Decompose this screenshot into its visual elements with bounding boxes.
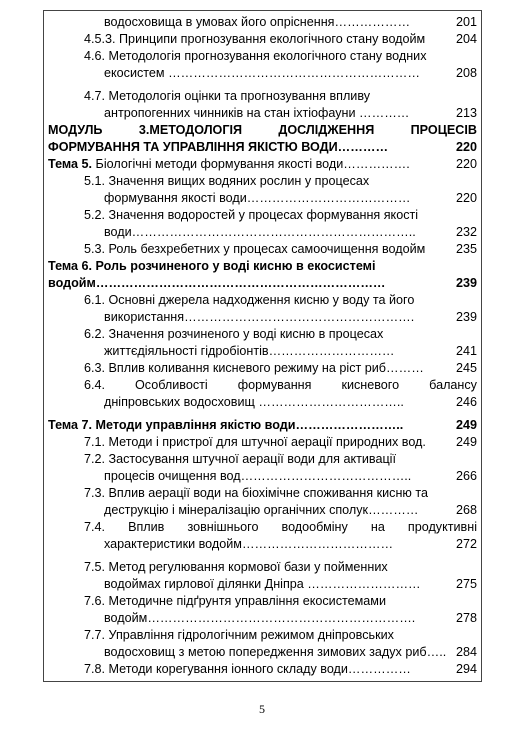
toc-page-number: 213: [455, 106, 477, 120]
toc-entry: [84, 377, 477, 393]
toc-page-number: 268: [455, 503, 477, 517]
toc-page-number: 220: [455, 157, 477, 171]
toc-entry-title: 5.3. Роль безхребетних у процесах самоочищення водойм: [84, 242, 426, 256]
toc-entry-title: деструкцію і мінералізацію органічних сполук…………: [104, 503, 419, 517]
toc-entry: [104, 224, 447, 240]
toc-frame: [43, 10, 482, 682]
toc-entry-title: 4.5.3. Принципи прогнозування екологічного стану водойм: [84, 32, 426, 46]
toc-entry-word: формування: [237, 378, 312, 392]
toc-entry-word: зовнішнього: [187, 520, 259, 534]
toc-entry-title: життєдіяльності гідробіонтів…………………………: [104, 344, 395, 358]
toc-entry-title: 5.2. Значення водоростей у процесах формування якості: [84, 208, 419, 222]
toc-page-number: 275: [455, 577, 477, 591]
toc-entry-word: ДОСЛІДЖЕННЯ: [278, 123, 375, 137]
toc-entry-heading: Тема 5.: [48, 157, 93, 171]
toc-entry: [48, 258, 477, 274]
toc-entry-title: 7.3. Вплив аерації води на біохімічне споживання кисню та: [84, 486, 428, 500]
toc-page-number: 208: [455, 66, 477, 80]
toc-entry-title: 5.1. Значення вищих водяних рослин у процесах: [84, 174, 370, 188]
toc-entry: [48, 417, 447, 433]
toc-page-number: 284: [455, 645, 477, 659]
toc-entry-word: водообміну: [281, 520, 348, 534]
toc-page-number: 220: [455, 191, 477, 205]
toc-page-number: 272: [455, 537, 477, 551]
toc-entry-title: використання……………………………………………….: [104, 310, 415, 324]
toc-entry: [104, 190, 447, 206]
toc-entry: [104, 502, 447, 518]
toc-entry: [48, 156, 447, 172]
toc-entry-word: на: [370, 520, 385, 534]
toc-entry-title: 6.2. Значення розчиненого у воді кисню в процесах: [84, 327, 384, 341]
toc-entry-word: МОДУЛЬ: [48, 123, 103, 137]
toc-page-number: 232: [455, 225, 477, 239]
toc-page-number: 266: [455, 469, 477, 483]
toc-entry-title: 7.6. Методичне підґрунтя управління екосистемами: [84, 594, 386, 608]
toc-entry-title: Тема 6. Роль розчиненого у воді кисню в екосистемі: [48, 259, 376, 273]
toc-entry-title: 6.1. Основні джерела надходження кисню у воду та його: [84, 293, 415, 307]
toc-entry: [84, 292, 477, 308]
toc-entry-title: водойм……………………………………………………….: [104, 611, 416, 625]
toc-page-number: 204: [455, 32, 477, 46]
toc-entry: [84, 31, 447, 47]
toc-page-number: 201: [455, 15, 477, 29]
toc-entry: [48, 275, 447, 291]
toc-page-number: 278: [455, 611, 477, 625]
toc-page-number: 245: [455, 361, 477, 375]
toc-page-number: 239: [455, 310, 477, 324]
toc-page-number: 294: [455, 662, 477, 676]
toc-entry-title: ФОРМУВАННЯ ТА УПРАВЛІННЯ ЯКІСТЮ ВОДИ…………: [48, 140, 389, 154]
toc-entry: [84, 661, 447, 677]
toc-entry: [84, 173, 477, 189]
toc-entry-title: водосховища в умовах його опріснення………………: [104, 15, 414, 29]
toc-entry-word: Особливості: [135, 378, 208, 392]
toc-page-number: 249: [455, 435, 477, 449]
toc-page-number: 239: [455, 276, 477, 290]
toc-entry: [104, 14, 447, 30]
toc-entry: [104, 576, 447, 592]
toc-page-number: 235: [455, 242, 477, 256]
toc-entry-title: 7.5. Метод регулювання кормової бази у пойменних: [84, 560, 388, 574]
toc-entry-title: 7.8. Методи корегування іонного складу води……………: [84, 662, 411, 676]
toc-entry: [84, 519, 477, 535]
toc-entry-title: Тема 7. Методи управління якістю води……………………..: [48, 418, 404, 432]
toc-entry: [84, 207, 477, 223]
toc-entry: [84, 593, 477, 609]
toc-entry: [84, 434, 447, 450]
toc-entry: [48, 122, 477, 138]
table-of-contents: [44, 11, 481, 681]
toc-entry-title: характеристики водойм………………………………: [104, 537, 394, 551]
toc-entry-title: процесів очищення вод…………………………………..: [104, 469, 412, 483]
toc-entry-word: кисневого: [341, 378, 400, 392]
toc-entry: [84, 48, 477, 64]
toc-entry: [104, 644, 447, 660]
toc-entry: [104, 468, 447, 484]
toc-entry: [84, 485, 477, 501]
toc-entry-word: Вплив: [128, 520, 165, 534]
toc-entry-word: балансу: [429, 378, 477, 392]
toc-entry: [104, 309, 447, 325]
toc-page-number: 249: [455, 418, 477, 432]
toc-entry-title: 4.7. Методологія оцінки та прогнозування впливу: [84, 89, 371, 103]
toc-entry-title: формування якості води…………………………………: [104, 191, 411, 205]
toc-entry: [104, 536, 447, 552]
toc-entry: [84, 360, 447, 376]
toc-entry: [48, 139, 447, 155]
toc-entry: [84, 326, 477, 342]
toc-entry-word: ПРОЦЕСІВ: [410, 123, 477, 137]
toc-entry: [104, 343, 447, 359]
toc-page-number: 220: [455, 140, 477, 154]
toc-entry: [104, 394, 447, 410]
toc-entry-title: 6.3. Вплив коливання кисневого режиму на ріст риб………: [84, 361, 424, 375]
toc-entry-word: 6.4.: [84, 378, 106, 392]
toc-entry-title: 4.6. Методологія прогнозування екологічного стану водних: [84, 49, 427, 63]
toc-page-number: 246: [455, 395, 477, 409]
page-number: 5: [259, 702, 265, 716]
toc-entry: [104, 65, 447, 81]
toc-entry: [84, 451, 477, 467]
toc-entry-title: 7.7. Управління гідрологічним режимом дніпровських: [84, 628, 394, 642]
toc-entry-title: 7.1. Методи і пристрої для штучної аерації природних вод.: [84, 435, 426, 449]
toc-entry: [84, 88, 477, 104]
toc-entry-title: дніпровських водосховищ ……………………………..: [104, 395, 404, 409]
toc-entry-word: продуктивні: [407, 520, 477, 534]
toc-page-number: 241: [455, 344, 477, 358]
toc-entry-title: антропогенних чинників на стан іхтіофауни …………: [104, 106, 410, 120]
toc-entry: [84, 241, 447, 257]
toc-entry-title: води…………………………………………………………..: [104, 225, 416, 239]
toc-entry-word: 7.4.: [84, 520, 106, 534]
toc-entry-title: 7.2. Застосування штучної аерації води для активації: [84, 452, 396, 466]
toc-entry: [104, 105, 447, 121]
toc-entry-title: водосховищ з метою попередження зимових задух риб…..: [104, 645, 447, 659]
toc-entry-title: водоймах гирлової ділянки Дніпра ………………………: [104, 577, 421, 591]
toc-entry: [84, 559, 477, 575]
toc-entry: [84, 627, 477, 643]
toc-entry: [104, 610, 447, 626]
toc-entry-title: Біологічні методи формування якості води…………….: [92, 157, 410, 171]
toc-entry-title: екосистем ……………………………………………………: [104, 66, 420, 80]
toc-entry-word: 3.МЕТОДОЛОГІЯ: [138, 123, 243, 137]
toc-entry-title: водойм……………………………………………………………: [48, 276, 386, 290]
